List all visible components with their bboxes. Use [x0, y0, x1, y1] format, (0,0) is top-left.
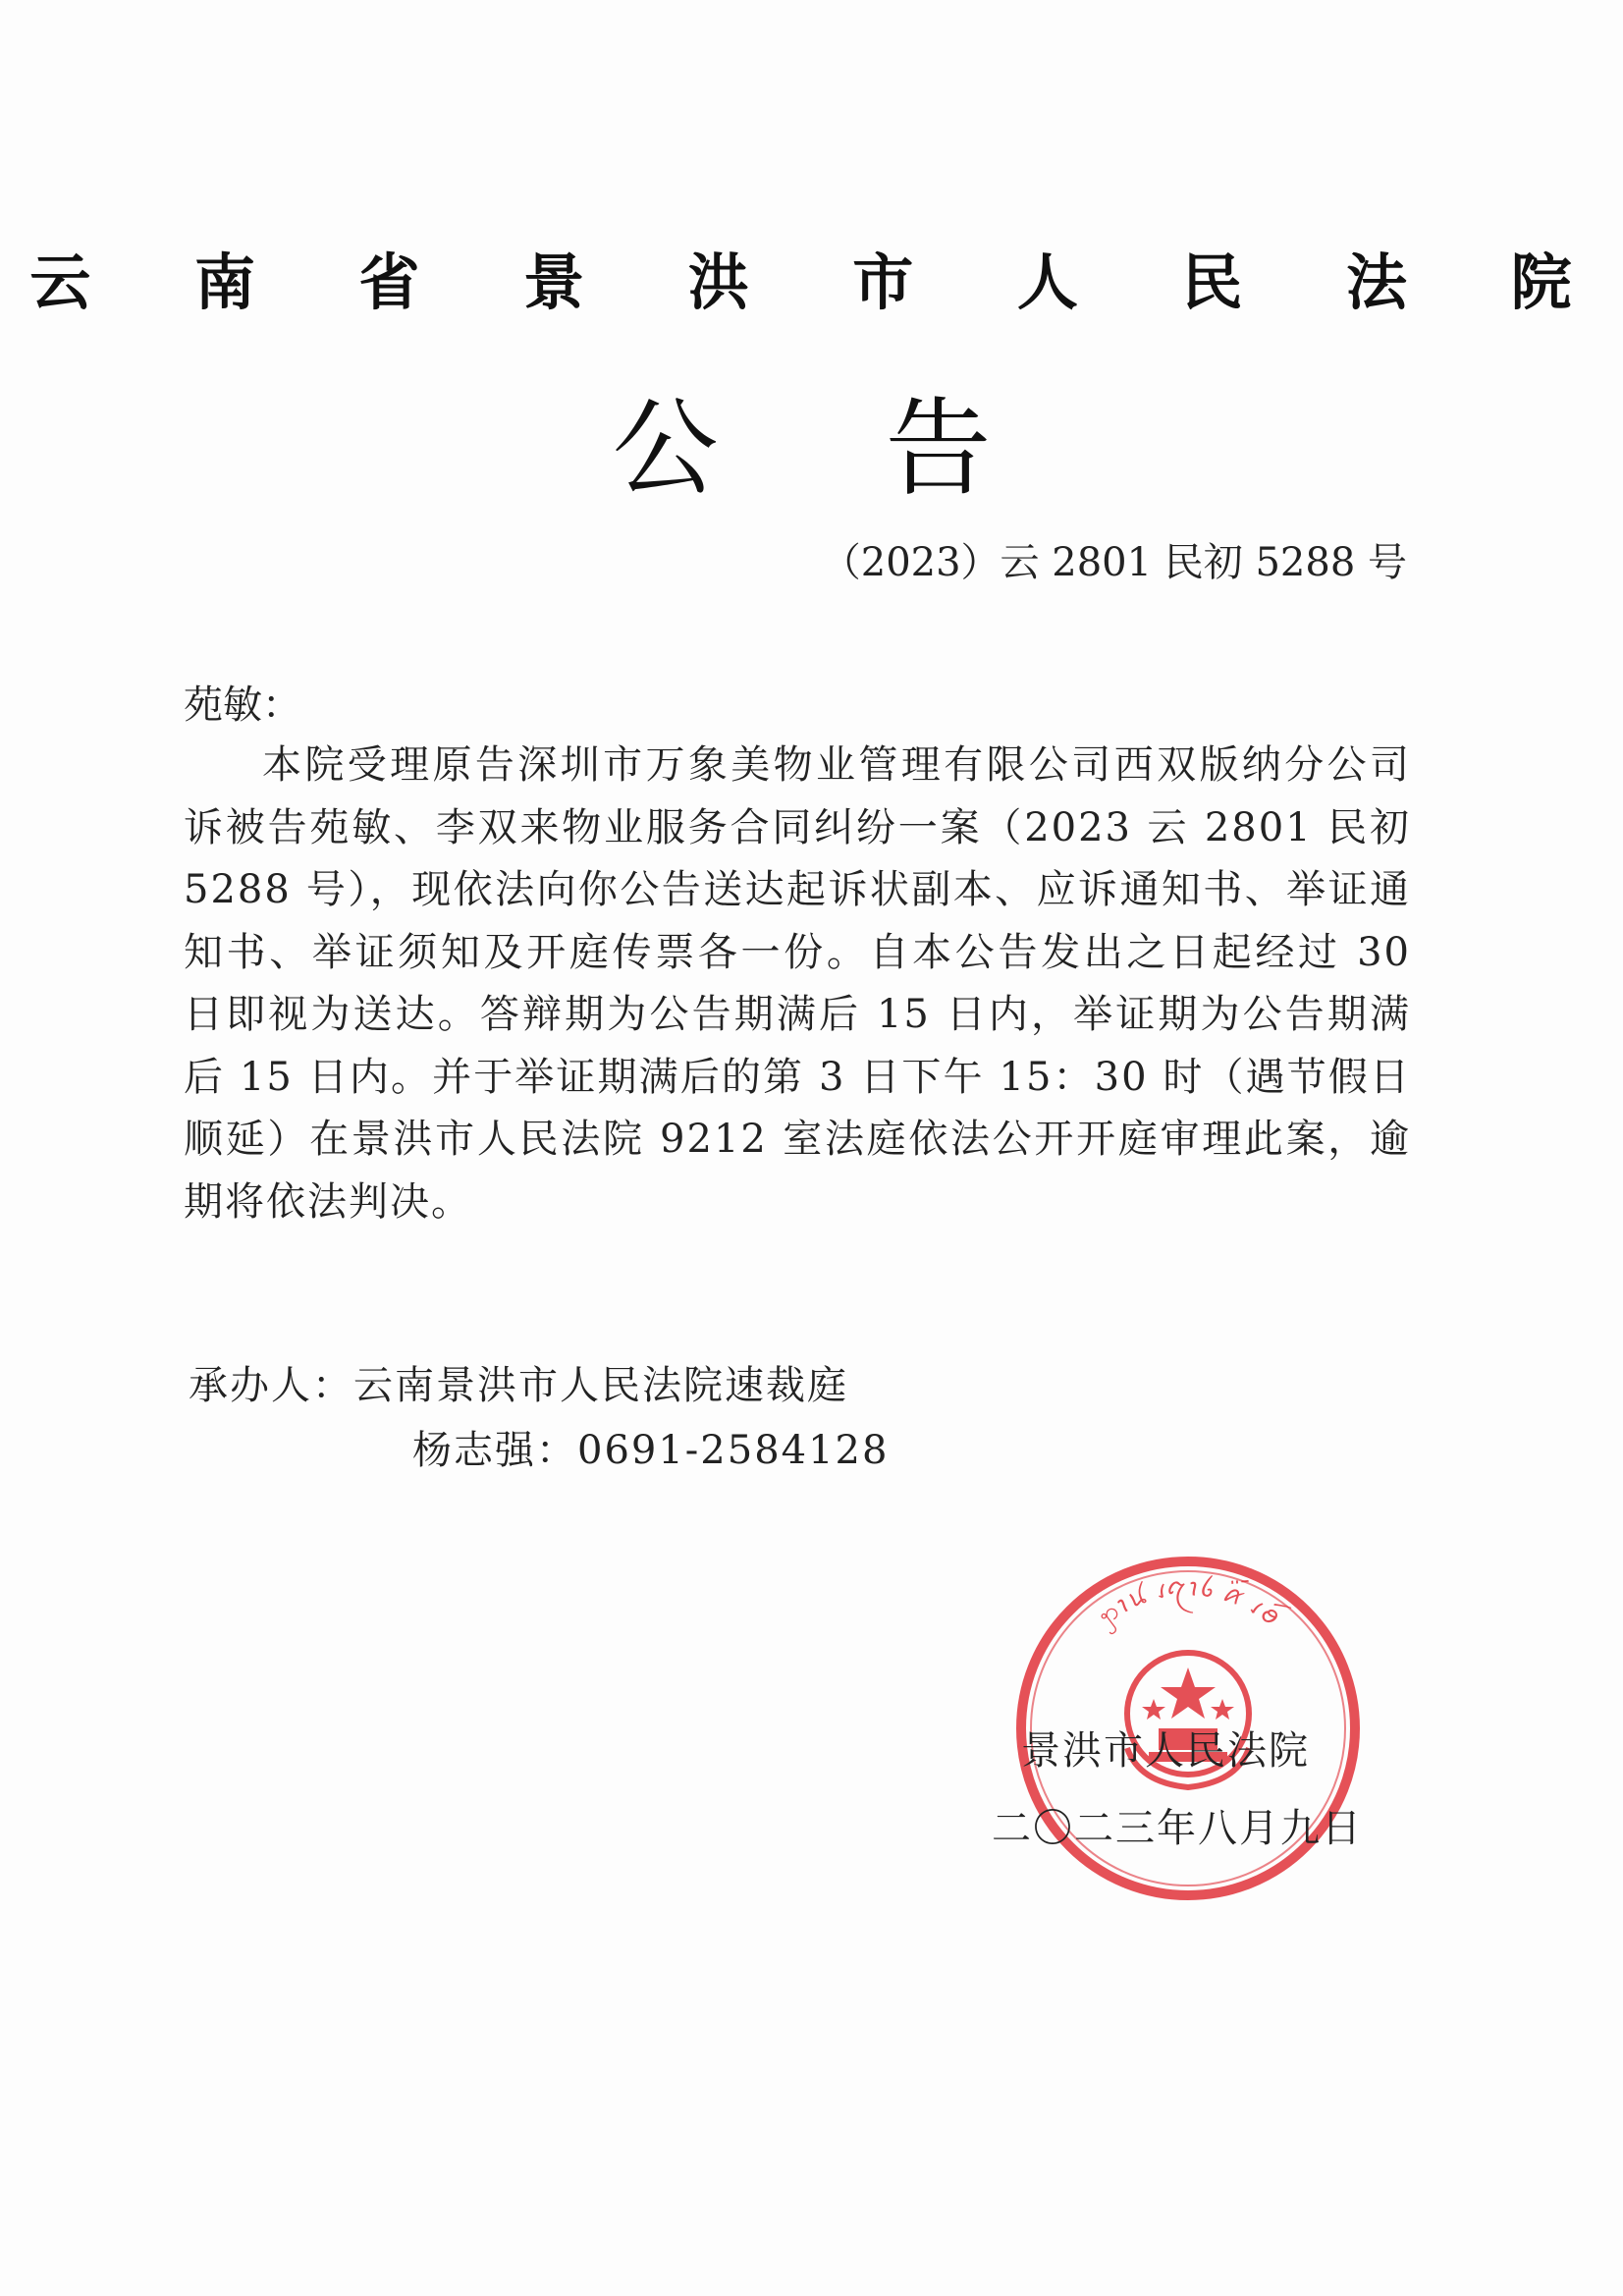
addressee: 苑敏： — [184, 683, 301, 728]
notice-body: 本院受理原告深圳市万象美物业管理有限公司西双版纳分公司诉被告苑敏、李双来物业服务合同纠纷一案（2023 云 2801 民初 5288 号），现依法向你公告送达起诉状副本、应诉通知书、举证通知书、举证须知及开庭传票各一份。自本公告发出之日起经过 30 日即视为送达。答辩期为公告期满后 15 日内，举证期为公告期满后 15 日内。并于举证期满后的第 3 日下午 15：30 时（遇节假日顺延）在景洪市人民法院 9212 室法庭依法公开开庭审理此案，逾期将依法判决。 — [184, 742, 1411, 1225]
signature-date: 二〇二三年八月九日 — [992, 1806, 1363, 1851]
case-number: （2023）云 2801 民初 5288 号 — [821, 540, 1407, 585]
handler-contact: 杨志强：0691-2584128 — [412, 1428, 890, 1473]
seal-text: ꩭꪱꪙ ꪹꪋꪱꪉ ꪁꪾ ꪹꪮꪷ — [1090, 1572, 1286, 1633]
handler-line: 承办人：云南景洪市人民法院速裁庭 — [189, 1363, 848, 1408]
court-name-heading: 云 南 省 景 洪 市 人 民 法 院 — [29, 246, 1613, 318]
document-title: 公告 — [612, 388, 1159, 511]
signature-court: 景洪市人民法院 — [1021, 1728, 1310, 1774]
